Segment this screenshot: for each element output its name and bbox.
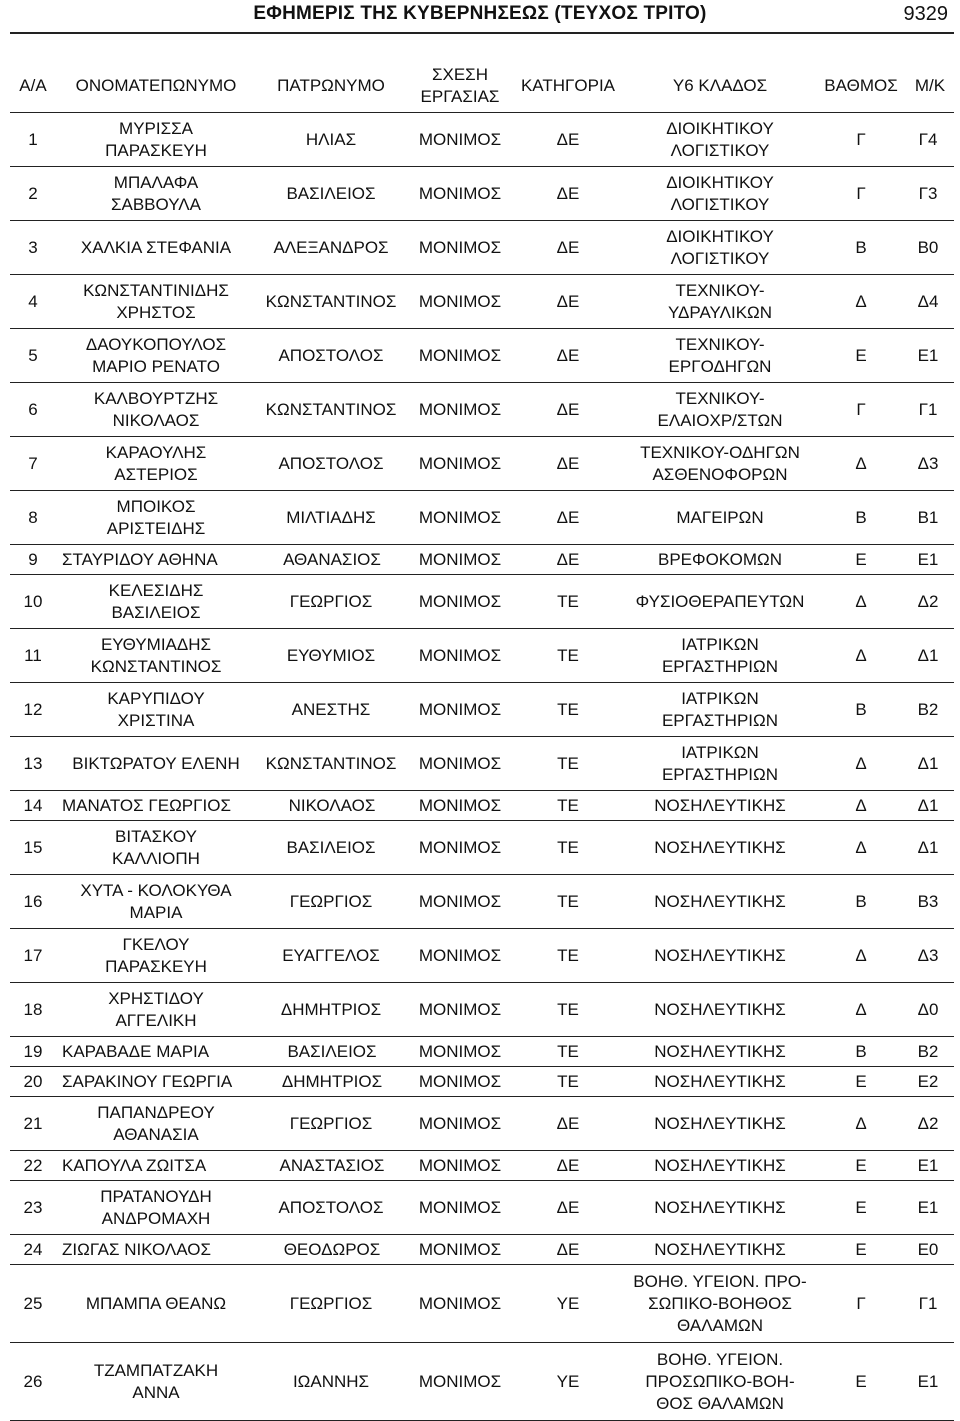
row-number-cell: 15 xyxy=(23,837,43,857)
father-name-cell: ΓΕΩΡΓΙΟΣ xyxy=(289,891,373,911)
father-name-cell: ΑΝΕΣΤΗΣ xyxy=(291,699,371,719)
column-header-relation: ΣΧΕΣΗ ΕΡΓΑΣΙΑΣ xyxy=(420,65,500,106)
employment-relation-cell: ΜΟΝΙΜΟΣ xyxy=(418,399,502,419)
employment-relation-cell: ΜΟΝΙΜΟΣ xyxy=(418,1071,502,1091)
branch-cell: ΝΟΣΗΛΕΥΤΙΚΗΣ xyxy=(654,1071,786,1091)
category-cell: ΔΕ xyxy=(556,1155,580,1175)
full-name-cell: ΓΚΕΛΟΥ ΠΑΡΑΣΚΕΥΗ xyxy=(105,934,207,976)
salary-grade-cell: Ε2 xyxy=(917,1071,939,1091)
employment-relation-cell: ΜΟΝΙΜΟΣ xyxy=(418,945,502,965)
father-name-cell: ΘΕΟΔΩΡΟΣ xyxy=(283,1239,381,1259)
category-cell: ΔΕ xyxy=(556,453,580,473)
father-name-cell: ΑΝΑΣΤΑΣΙΟΣ xyxy=(279,1155,385,1175)
category-cell: ΔΕ xyxy=(556,183,580,203)
father-name-cell: ΑΠΟΣΤΟΛΟΣ xyxy=(278,345,384,365)
full-name-cell: ΧΥΤΑ - ΚΟΛΟΚΥΘΑ ΜΑΡΙΑ xyxy=(80,880,232,922)
category-cell: ΤΕ xyxy=(557,753,579,773)
father-name-cell: ΒΑΣΙΛΕΙΟΣ xyxy=(286,837,376,857)
rank-cell: Β xyxy=(855,699,867,719)
category-cell: ΔΕ xyxy=(556,291,580,311)
father-name-cell: ΓΕΩΡΓΙΟΣ xyxy=(289,1113,373,1133)
full-name-cell: ΒΙΤΑΣΚΟΥ ΚΑΛΛΙΟΠΗ xyxy=(112,826,200,868)
category-cell: ΔΕ xyxy=(556,1113,580,1133)
branch-cell: ΝΟΣΗΛΕΥΤΙΚΗΣ xyxy=(654,1197,786,1217)
rank-cell: Δ xyxy=(855,645,867,665)
branch-cell: ΤΕΧΝΙΚΟΥ- ΕΛΑΙΟΧΡ/ΣΤΩΝ xyxy=(657,388,783,430)
table-row xyxy=(0,1181,960,1235)
table-row xyxy=(0,167,960,221)
branch-cell: ΤΕΧΝΙΚΟΥ- ΕΡΓΟΔΗΓΩΝ xyxy=(668,334,772,376)
table-row xyxy=(0,1343,960,1421)
branch-cell: ΤΕΧΝΙΚΟΥ- ΥΔΡΑΥΛΙΚΩΝ xyxy=(667,280,773,322)
employment-relation-cell: ΜΟΝΙΜΟΣ xyxy=(418,237,502,257)
category-cell: ΤΕ xyxy=(557,795,579,815)
employment-relation-cell: ΜΟΝΙΜΟΣ xyxy=(418,453,502,473)
employment-relation-cell: ΜΟΝΙΜΟΣ xyxy=(418,999,502,1019)
row-number-cell: 5 xyxy=(28,345,38,365)
rank-cell: Γ xyxy=(856,399,866,419)
rank-cell: Δ xyxy=(855,945,867,965)
row-number-cell: 17 xyxy=(23,945,43,965)
table-row xyxy=(0,983,960,1037)
rank-cell: Δ xyxy=(855,1113,867,1133)
row-number-cell: 9 xyxy=(28,549,38,569)
header-divider xyxy=(10,32,954,34)
row-number-cell: 4 xyxy=(28,291,38,311)
employment-relation-cell: ΜΟΝΙΜΟΣ xyxy=(418,699,502,719)
father-name-cell: ΔΗΜΗΤΡΙΟΣ xyxy=(280,999,382,1019)
full-name-cell: ΚΑΡΑΒΑΔΕ ΜΑΡΙΑ xyxy=(62,1041,210,1061)
branch-cell: ΝΟΣΗΛΕΥΤΙΚΗΣ xyxy=(654,999,786,1019)
rank-cell: Β xyxy=(855,1041,867,1061)
row-number-cell: 11 xyxy=(24,645,42,665)
rank-cell: Β xyxy=(855,507,867,527)
table-row xyxy=(0,737,960,791)
table-row xyxy=(0,791,960,821)
row-number-cell: 13 xyxy=(23,753,43,773)
salary-grade-cell: Ε1 xyxy=(917,345,939,365)
table-row xyxy=(0,629,960,683)
column-header-name: ΟΝΟΜΑΤΕΠΩΝΥΜΟ xyxy=(75,76,237,95)
table-row xyxy=(0,329,960,383)
category-cell: ΤΕ xyxy=(557,645,579,665)
row-number-cell: 12 xyxy=(23,699,43,719)
employment-relation-cell: ΜΟΝΙΜΟΣ xyxy=(418,345,502,365)
table-row xyxy=(0,683,960,737)
row-number-cell: 8 xyxy=(28,507,38,527)
employment-relation-cell: ΜΟΝΙΜΟΣ xyxy=(418,837,502,857)
rank-cell: Γ xyxy=(856,183,866,203)
full-name-cell: ΚΑΡΑΟΥΛΗΣ ΑΣΤΕΡΙΟΣ xyxy=(105,442,207,484)
category-cell: ΔΕ xyxy=(556,345,580,365)
category-cell: ΤΕ xyxy=(557,591,579,611)
rank-cell: Ε xyxy=(855,1197,867,1217)
full-name-cell: ΠΑΠΑΝΔΡΕΟΥ ΑΘΑΝΑΣΙΑ xyxy=(97,1102,215,1144)
father-name-cell: ΕΥΘΥΜΙΟΣ xyxy=(286,645,376,665)
column-header-father: ΠΑΤΡΩΝΥΜΟ xyxy=(277,76,385,95)
full-name-cell: ΤΖΑΜΠΑΤΖΑΚΗ ΑΝΝΑ xyxy=(93,1360,219,1402)
row-number-cell: 22 xyxy=(23,1155,43,1175)
branch-cell: ΝΟΣΗΛΕΥΤΙΚΗΣ xyxy=(654,1239,786,1259)
row-number-cell: 1 xyxy=(28,129,38,149)
table-row xyxy=(0,113,960,167)
full-name-cell: ΖΙΩΓΑΣ ΝΙΚΟΛΑΟΣ xyxy=(62,1239,211,1259)
category-cell: ΥΕ xyxy=(556,1371,580,1391)
column-header-rank: ΒΑΘΜΟΣ xyxy=(824,76,898,95)
branch-cell: ΝΟΣΗΛΕΥΤΙΚΗΣ xyxy=(654,945,786,965)
salary-grade-cell: Γ3 xyxy=(918,183,938,203)
column-header-aa: Α/Α xyxy=(19,76,47,95)
employment-relation-cell: ΜΟΝΙΜΟΣ xyxy=(418,753,502,773)
full-name-cell: ΧΑΛΚΙΑ ΣΤΕΦΑΝΙΑ xyxy=(80,237,232,257)
employment-relation-cell: ΜΟΝΙΜΟΣ xyxy=(418,291,502,311)
row-number-cell: 10 xyxy=(23,591,43,611)
salary-grade-cell: Δ3 xyxy=(917,453,939,473)
employment-relation-cell: ΜΟΝΙΜΟΣ xyxy=(418,795,502,815)
rank-cell: Ε xyxy=(855,1371,867,1391)
table-row xyxy=(0,821,960,875)
category-cell: ΔΕ xyxy=(556,129,580,149)
employment-relation-cell: ΜΟΝΙΜΟΣ xyxy=(418,891,502,911)
branch-cell: ΒΡΕΦΟΚΟΜΩΝ xyxy=(658,549,782,569)
row-number-cell: 6 xyxy=(28,399,38,419)
salary-grade-cell: Β3 xyxy=(917,891,939,911)
row-number-cell: 16 xyxy=(23,891,43,911)
employment-relation-cell: ΜΟΝΙΜΟΣ xyxy=(418,1197,502,1217)
father-name-cell: ΕΥΑΓΓΕΛΟΣ xyxy=(282,945,380,965)
full-name-cell: ΒΙΚΤΩΡΑΤΟΥ ΕΛΕΝΗ xyxy=(72,753,240,773)
branch-cell: ΔΙΟΙΚΗΤΙΚΟΥ ΛΟΓΙΣΤΙΚΟΥ xyxy=(666,226,774,268)
father-name-cell: ΝΙΚΟΛΑΟΣ xyxy=(288,795,376,815)
row-number-cell: 19 xyxy=(23,1041,43,1061)
father-name-cell: ΔΗΜΗΤΡΙΟΣ xyxy=(281,1071,383,1091)
employment-relation-cell: ΜΟΝΙΜΟΣ xyxy=(418,1113,502,1133)
salary-grade-cell: Δ1 xyxy=(917,645,939,665)
salary-grade-cell: Δ3 xyxy=(917,945,939,965)
employment-relation-cell: ΜΟΝΙΜΟΣ xyxy=(418,549,502,569)
category-cell: ΤΕ xyxy=(557,891,579,911)
salary-grade-cell: Ε0 xyxy=(917,1239,939,1259)
full-name-cell: ΚΩΝΣΤΑΝΤΙΝΙΔΗΣ ΧΡΗΣΤΟΣ xyxy=(83,280,229,322)
full-name-cell: ΜΠΟΙΚΟΣ ΑΡΙΣΤΕΙΔΗΣ xyxy=(106,496,206,538)
father-name-cell: ΜΙΛΤΙΑΔΗΣ xyxy=(286,507,376,527)
branch-cell: ΙΑΤΡΙΚΩΝ ΕΡΓΑΣΤΗΡΙΩΝ xyxy=(661,742,779,784)
category-cell: ΔΕ xyxy=(556,507,580,527)
row-number-cell: 18 xyxy=(23,999,43,1019)
category-cell: ΔΕ xyxy=(556,237,580,257)
branch-cell: ΒΟΗΘ. ΥΓΕΙΟΝ. ΠΡΟ- ΣΩΠΙΚΟ-ΒΟΗΘΟΣ ΘΑΛΑΜΩΝ xyxy=(633,1271,807,1335)
column-header-category: ΚΑΤΗΓΟΡΙΑ xyxy=(520,76,616,95)
table-row xyxy=(0,1037,960,1067)
employment-relation-cell: ΜΟΝΙΜΟΣ xyxy=(418,645,502,665)
father-name-cell: ΓΕΩΡΓΙΟΣ xyxy=(289,1293,373,1313)
table-row xyxy=(0,1097,960,1151)
page-header xyxy=(0,0,960,34)
branch-cell: ΝΟΣΗΛΕΥΤΙΚΗΣ xyxy=(654,1041,786,1061)
rank-cell: Δ xyxy=(855,291,867,311)
father-name-cell: ΓΕΩΡΓΙΟΣ xyxy=(289,591,373,611)
table-row xyxy=(0,1235,960,1265)
employment-relation-cell: ΜΟΝΙΜΟΣ xyxy=(418,1293,502,1313)
father-name-cell: ΙΩΑΝΝΗΣ xyxy=(292,1371,370,1391)
employment-relation-cell: ΜΟΝΙΜΟΣ xyxy=(418,1239,502,1259)
rank-cell: Γ xyxy=(856,129,866,149)
branch-cell: ΤΕΧΝΙΚΟΥ-ΟΔΗΓΩΝ ΑΣΘΕΝΟΦΟΡΩΝ xyxy=(640,442,800,484)
salary-grade-cell: Δ1 xyxy=(917,795,939,815)
full-name-cell: ΕΥΘΥΜΙΑΔΗΣ ΚΩΝΣΤΑΝΤΙΝΟΣ xyxy=(90,634,222,676)
full-name-cell: ΚΑΠΟΥΛΑ ΖΩΙΤΣΑ xyxy=(62,1155,207,1175)
salary-grade-cell: Γ4 xyxy=(918,129,938,149)
salary-grade-cell: Ε1 xyxy=(917,549,939,569)
table-row xyxy=(0,275,960,329)
salary-grade-cell: Δ2 xyxy=(917,591,939,611)
employment-relation-cell: ΜΟΝΙΜΟΣ xyxy=(418,129,502,149)
salary-grade-cell: Γ1 xyxy=(918,1293,938,1313)
rank-cell: Ε xyxy=(855,345,867,365)
row-number-cell: 25 xyxy=(23,1293,43,1313)
category-cell: ΤΕ xyxy=(557,837,579,857)
category-cell: ΔΕ xyxy=(556,549,580,569)
category-cell: ΔΕ xyxy=(556,399,580,419)
column-header-mk: Μ/Κ xyxy=(914,76,946,95)
branch-cell: ΝΟΣΗΛΕΥΤΙΚΗΣ xyxy=(654,1113,786,1133)
father-name-cell: ΑΠΟΣΤΟΛΟΣ xyxy=(278,453,384,473)
father-name-cell: ΑΛΕΞΑΝΔΡΟΣ xyxy=(273,237,389,257)
table-row xyxy=(0,929,960,983)
row-number-cell: 14 xyxy=(23,795,43,815)
category-cell: ΤΕ xyxy=(557,999,579,1019)
page-number: 9329 xyxy=(903,3,948,25)
salary-grade-cell: Ε1 xyxy=(917,1155,939,1175)
table-row xyxy=(0,1067,960,1097)
full-name-cell: ΔΑΟΥΚΟΠΟΥΛΟΣ ΜΑΡΙΟ ΡΕΝΑΤΟ xyxy=(85,334,227,376)
full-name-cell: ΣΑΡΑΚΙΝΟΥ ΓΕΩΡΓΙΑ xyxy=(62,1071,233,1091)
full-name-cell: ΜΥΡΙΣΣΑ ΠΑΡΑΣΚΕΥΗ xyxy=(105,118,207,160)
father-name-cell: ΚΩΝΣΤΑΝΤΙΝΟΣ xyxy=(265,291,397,311)
category-cell: ΥΕ xyxy=(556,1293,580,1313)
salary-grade-cell: Γ1 xyxy=(918,399,938,419)
branch-cell: ΝΟΣΗΛΕΥΤΙΚΗΣ xyxy=(654,837,786,857)
rank-cell: Δ xyxy=(855,591,867,611)
category-cell: ΔΕ xyxy=(556,1197,580,1217)
category-cell: ΤΕ xyxy=(557,945,579,965)
row-number-cell: 23 xyxy=(23,1197,43,1217)
category-cell: ΤΕ xyxy=(557,699,579,719)
table-row xyxy=(0,545,960,575)
rank-cell: Ε xyxy=(855,1239,867,1259)
employment-relation-cell: ΜΟΝΙΜΟΣ xyxy=(418,591,502,611)
father-name-cell: ΑΠΟΣΤΟΛΟΣ xyxy=(278,1197,384,1217)
table-row xyxy=(0,221,960,275)
row-number-cell: 24 xyxy=(23,1239,43,1259)
branch-cell: ΦΥΣΙΟΘΕΡΑΠΕΥΤΩΝ xyxy=(635,591,805,611)
rank-cell: Ε xyxy=(855,1071,867,1091)
salary-grade-cell: Δ2 xyxy=(917,1113,939,1133)
category-cell: ΔΕ xyxy=(556,1239,580,1259)
salary-grade-cell: Β0 xyxy=(917,237,939,257)
father-name-cell: ΚΩΝΣΤΑΝΤΙΝΟΣ xyxy=(265,753,397,773)
category-cell: ΤΕ xyxy=(557,1071,579,1091)
rank-cell: Γ xyxy=(856,1293,866,1313)
employment-relation-cell: ΜΟΝΙΜΟΣ xyxy=(418,1371,502,1391)
rank-cell: Ε xyxy=(855,549,867,569)
salary-grade-cell: Β1 xyxy=(917,507,939,527)
branch-cell: ΒΟΗΘ. ΥΓΕΙΟΝ. ΠΡΟΣΩΠΙΚΟ-ΒΟΗ- ΘΟΣ ΘΑΛΑΜΩΝ xyxy=(645,1349,795,1413)
branch-cell: ΙΑΤΡΙΚΩΝ ΕΡΓΑΣΤΗΡΙΩΝ xyxy=(661,688,779,730)
column-header-branch: Υ6 ΚΛΑΔΟΣ xyxy=(672,76,768,95)
full-name-cell: ΜΠΑΛΑΦΑ ΣΑΒΒΟΥΛΑ xyxy=(111,172,201,214)
table-row xyxy=(0,1265,960,1343)
salary-grade-cell: Β2 xyxy=(917,699,939,719)
row-number-cell: 21 xyxy=(23,1113,43,1133)
salary-grade-cell: Δ1 xyxy=(917,753,939,773)
table-row xyxy=(0,491,960,545)
rank-cell: Β xyxy=(855,237,867,257)
row-number-cell: 20 xyxy=(23,1071,43,1091)
salary-grade-cell: Δ4 xyxy=(917,291,939,311)
father-name-cell: ΒΑΣΙΛΕΙΟΣ xyxy=(287,1041,377,1061)
father-name-cell: ΑΘΑΝΑΣΙΟΣ xyxy=(283,549,381,569)
employment-relation-cell: ΜΟΝΙΜΟΣ xyxy=(418,507,502,527)
row-number-cell: 26 xyxy=(23,1371,43,1391)
branch-cell: ΙΑΤΡΙΚΩΝ ΕΡΓΑΣΤΗΡΙΩΝ xyxy=(661,634,779,676)
row-number-cell: 7 xyxy=(28,453,38,473)
full-name-cell: ΚΑΛΒΟΥΡΤΖΗΣ ΝΙΚΟΛΑΟΣ xyxy=(93,388,219,430)
father-name-cell: ΗΛΙΑΣ xyxy=(305,129,357,149)
full-name-cell: ΠΡΑΤΑΝΟΥΔΗ ΑΝΔΡΟΜΑΧΗ xyxy=(100,1186,212,1228)
salary-grade-cell: Ε1 xyxy=(917,1197,939,1217)
row-number-cell: 3 xyxy=(28,237,38,257)
rank-cell: Β xyxy=(855,891,867,911)
salary-grade-cell: Β2 xyxy=(917,1041,939,1061)
table-row xyxy=(0,1151,960,1181)
gazette-title: ΕΦΗΜΕΡΙΣ ΤΗΣ ΚΥΒΕΡΝΗΣΕΩΣ (ΤΕΥΧΟΣ ΤΡΙΤΟ) xyxy=(253,3,707,24)
employment-relation-cell: ΜΟΝΙΜΟΣ xyxy=(418,183,502,203)
rank-cell: Δ xyxy=(855,999,867,1019)
father-name-cell: ΚΩΝΣΤΑΝΤΙΝΟΣ xyxy=(265,399,397,419)
salary-grade-cell: Ε1 xyxy=(917,1371,939,1391)
full-name-cell: ΜΠΑΜΠΑ ΘΕΑΝΩ xyxy=(85,1293,227,1313)
rank-cell: Δ xyxy=(855,837,867,857)
full-name-cell: ΜΑΝΑΤΟΣ ΓΕΩΡΓΙΟΣ xyxy=(62,795,231,815)
full-name-cell: ΚΑΡΥΠΙΔΟΥ ΧΡΙΣΤΙΝΑ xyxy=(107,688,205,730)
salary-grade-cell: Δ1 xyxy=(917,837,939,857)
father-name-cell: ΒΑΣΙΛΕΙΟΣ xyxy=(286,183,376,203)
branch-cell: ΜΑΓΕΙΡΩΝ xyxy=(676,507,764,527)
branch-cell: ΔΙΟΙΚΗΤΙΚΟΥ ΛΟΓΙΣΤΙΚΟΥ xyxy=(666,172,774,214)
rank-cell: Δ xyxy=(855,795,867,815)
branch-cell: ΝΟΣΗΛΕΥΤΙΚΗΣ xyxy=(654,1155,786,1175)
rank-cell: Δ xyxy=(855,453,867,473)
table-row xyxy=(0,575,960,629)
row-number-cell: 2 xyxy=(28,183,38,203)
branch-cell: ΝΟΣΗΛΕΥΤΙΚΗΣ xyxy=(654,891,786,911)
full-name-cell: ΚΕΛΕΣΙΔΗΣ ΒΑΣΙΛΕΙΟΣ xyxy=(108,580,204,622)
rank-cell: Ε xyxy=(855,1155,867,1175)
category-cell: ΤΕ xyxy=(557,1041,579,1061)
table-row xyxy=(0,383,960,437)
employment-relation-cell: ΜΟΝΙΜΟΣ xyxy=(418,1155,502,1175)
rank-cell: Δ xyxy=(855,753,867,773)
employment-relation-cell: ΜΟΝΙΜΟΣ xyxy=(418,1041,502,1061)
branch-cell: ΝΟΣΗΛΕΥΤΙΚΗΣ xyxy=(654,795,786,815)
salary-grade-cell: Δ0 xyxy=(917,999,939,1019)
table-row xyxy=(0,437,960,491)
table-row xyxy=(0,875,960,929)
full-name-cell: ΣΤΑΥΡΙΔΟΥ ΑΘΗΝΑ xyxy=(62,549,218,569)
full-name-cell: ΧΡΗΣΤΙΔΟΥ ΑΓΓΕΛΙΚΗ xyxy=(108,988,204,1030)
branch-cell: ΔΙΟΙΚΗΤΙΚΟΥ ΛΟΓΙΣΤΙΚΟΥ xyxy=(666,118,774,160)
